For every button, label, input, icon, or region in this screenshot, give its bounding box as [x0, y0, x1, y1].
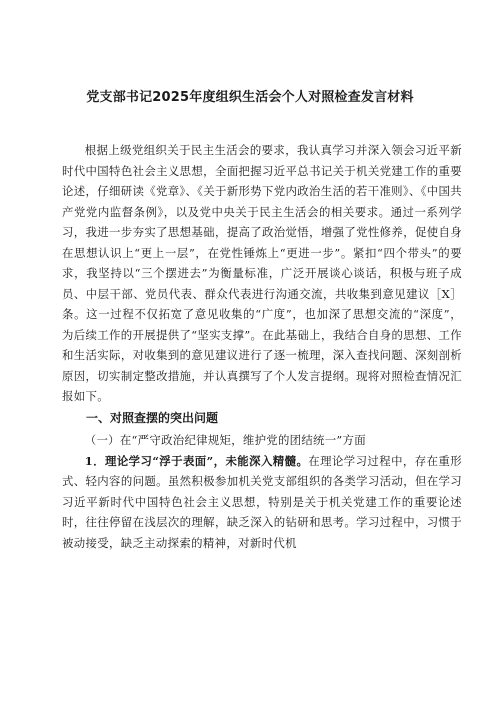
problem-item-1-heading: 1．理论学习“浮于表面”，未能深入精髓。 — [84, 453, 309, 468]
intro-paragraph: 根据上级党组织关于民主生活会的要求，我认真学习并深入领会习近平新时代中国特色社会主义思想，全面把握习近平总书记关于机关党建工作的重要论述，仔细研读《党章》、《关于新形势下党内政治生活的若干准则》、《中国共产党党内监督条例》，以及党中央关于民主生活会的相关要求。通过一系列学习，我进一步夯实了思想基础，提高了政治觉悟，增强了党性修养，促使自身在思想认识上“更上一层”，在党性锤炼上“更进一步”。紧扣“四个带头”的要求，我坚持以“三个摆进去”为衡量标准，广泛开展谈心谈话，积极与班子成员、中层干部、党员代表、群众代表进行沟通交流，共收集到意见建议［X］条。这一过程不仅拓宽了意见收集的“广度”，也加深了思想交流的“深度”，为后续工作的开展提供了“坚实支撑”。在此基础上，我结合自身的思想、工作和生活实际，对收集到的意见建议进行了逐一梳理，深入查找问题、深刻剖析原因，切实制定整改措施，并认真撰写了个人发言提纲。现将对照检查情况汇报如下。 — [62, 143, 462, 403]
subsection-heading-political-discipline: （一）在“严守政治纪律规矩，维护党的团结统一”方面 — [84, 432, 366, 447]
section-heading-problems: 一、对照查摆的突出问题 — [86, 410, 219, 425]
problem-item-1 — [62, 451, 462, 554]
problem-item-1-body: 在理论学习过程中，存在重形式、轻内容的问题。虽然积极参加机关党支部组织的各类学习活动，但在学习习近平新时代中国特色社会主义思想，特别是关于机关党建工作的重要论述时，往往停留在浅层次的理解，缺乏深入的钻研和思考。学习过程中，习惯于被动接受，缺乏主动探索的精神，对新时代机 — [62, 453, 462, 550]
document-title: 党支部书记2025年度组织生活会个人对照检查发言材料 — [86, 90, 414, 105]
